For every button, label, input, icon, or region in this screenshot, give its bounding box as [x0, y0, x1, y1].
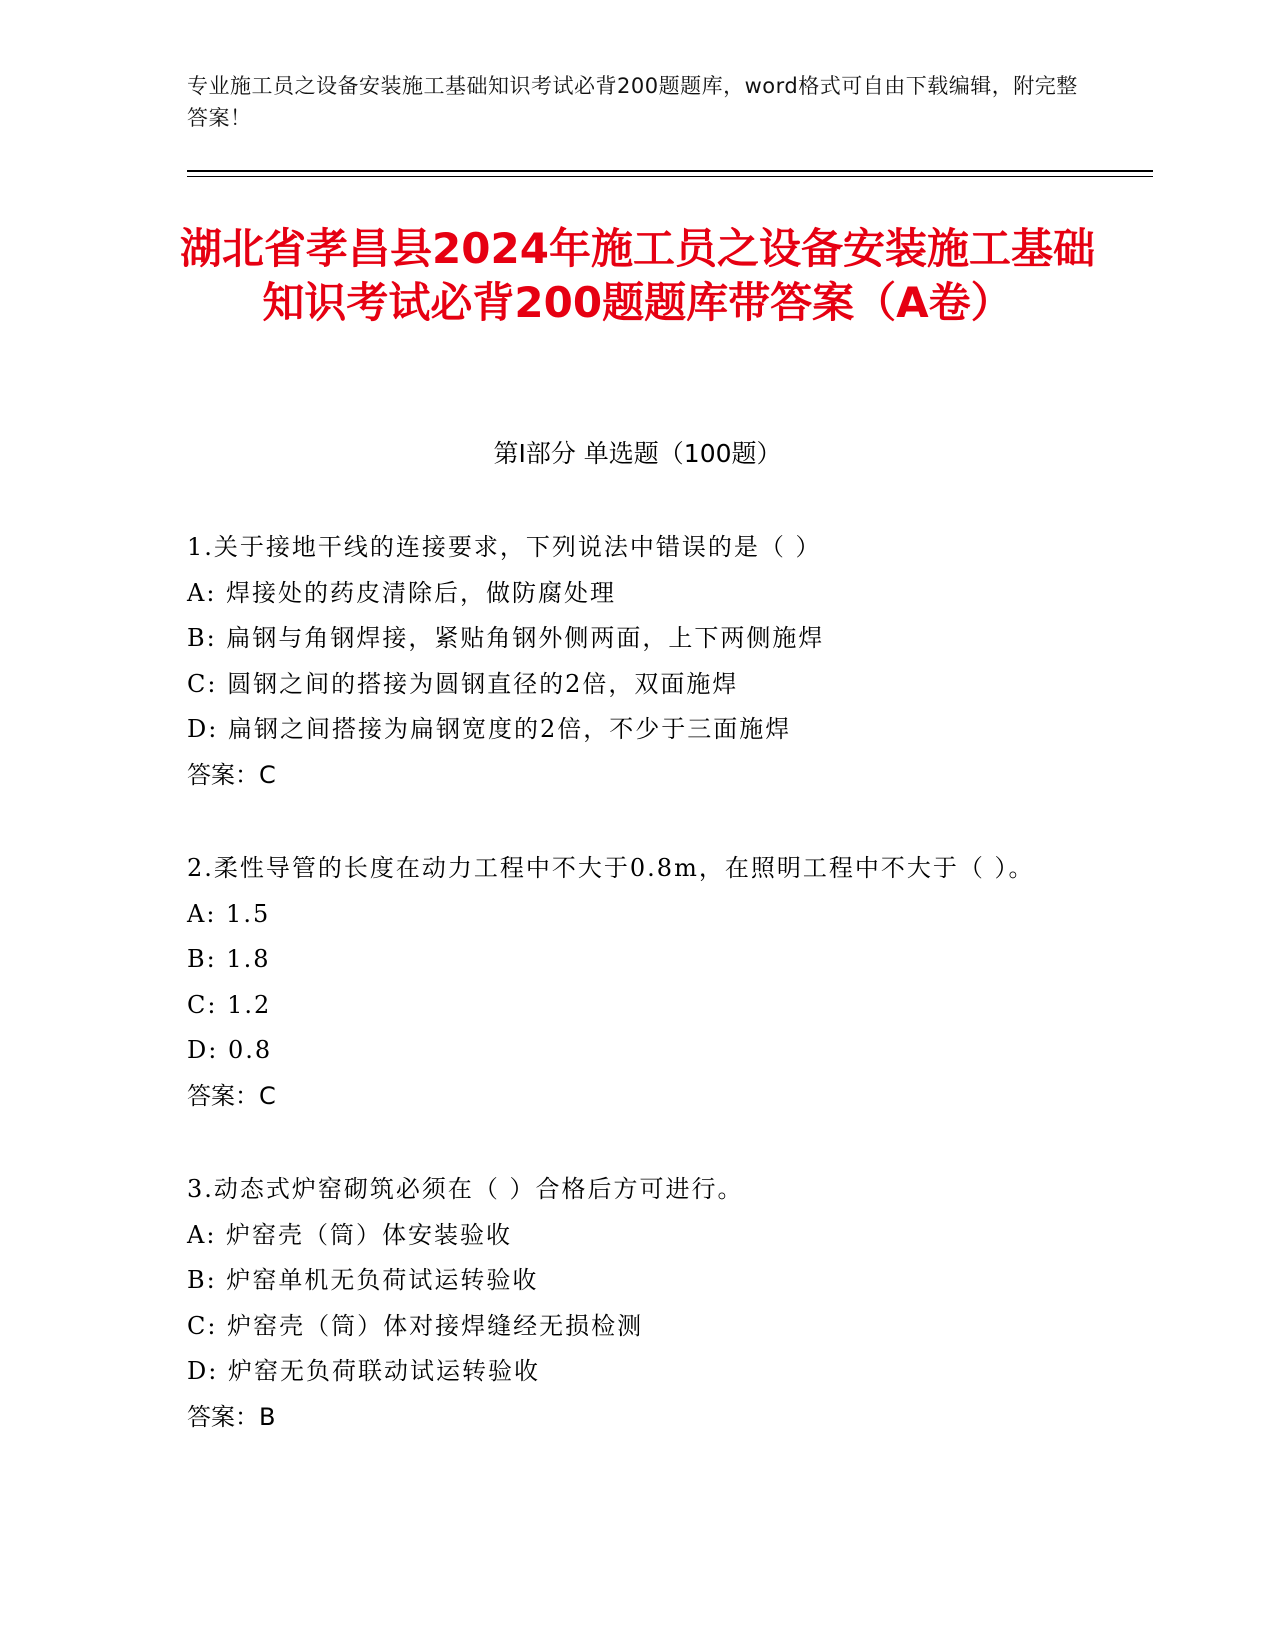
option-c: C: 圆钢之间的搭接为圆钢直径的2倍，双面施焊 [187, 669, 739, 698]
option-d: D: 0.8 [187, 1036, 273, 1064]
option-a: A: 焊接处的药皮清除后，做防腐处理 [187, 578, 617, 607]
option-a: A: 炉窑壳（筒）体安装验收 [187, 1220, 513, 1249]
option-c: C: 炉窑壳（筒）体对接焊缝经无损检测 [187, 1311, 644, 1340]
section-title: 第Ⅰ部分 单选题（100题） [493, 439, 782, 468]
option-c: C: 1.2 [187, 990, 272, 1019]
header-note: 专业施工员之设备安装施工基础知识考试必背200题题库，word格式可自由下载编辑，附完整答案！ [187, 74, 1078, 130]
option-b: B: 炉窑单机无负荷试运转验收 [187, 1266, 539, 1294]
option-b: B: 1.8 [187, 945, 271, 973]
option-a: A: 1.5 [187, 899, 271, 928]
question-stem: 1.关于接地干线的连接要求，下列说法中错误的是（ ） [187, 533, 822, 561]
header-rule-thick [187, 170, 1153, 172]
question-stem: 2.柔性导管的长度在动力工程中不大于0.8m，在照明工程中不大于（ ）。 [187, 854, 1035, 882]
header-rule-thin [187, 176, 1153, 177]
document-title: 湖北省孝昌县2024年施工员之设备安装施工基础知识考试必背200题题库带答案（A卷） [180, 224, 1095, 327]
answer: 答案：C [187, 760, 276, 789]
answer: 答案：B [187, 1402, 276, 1431]
question-stem: 3.动态式炉窑砌筑必须在（ ）合格后方可进行。 [187, 1175, 744, 1203]
option-d: D: 炉窑无负荷联动试运转验收 [187, 1357, 540, 1385]
option-b: B: 扁钢与角钢焊接，紧贴角钢外侧两面，上下两侧施焊 [187, 624, 825, 652]
question-list [187, 525, 1087, 1440]
answer: 答案：C [187, 1081, 276, 1110]
question-2 [187, 846, 1087, 1119]
question-3 [187, 1167, 1087, 1440]
question-1 [187, 525, 1087, 798]
option-d: D: 扁钢之间搭接为扁钢宽度的2倍，不少于三面施焊 [187, 715, 792, 743]
